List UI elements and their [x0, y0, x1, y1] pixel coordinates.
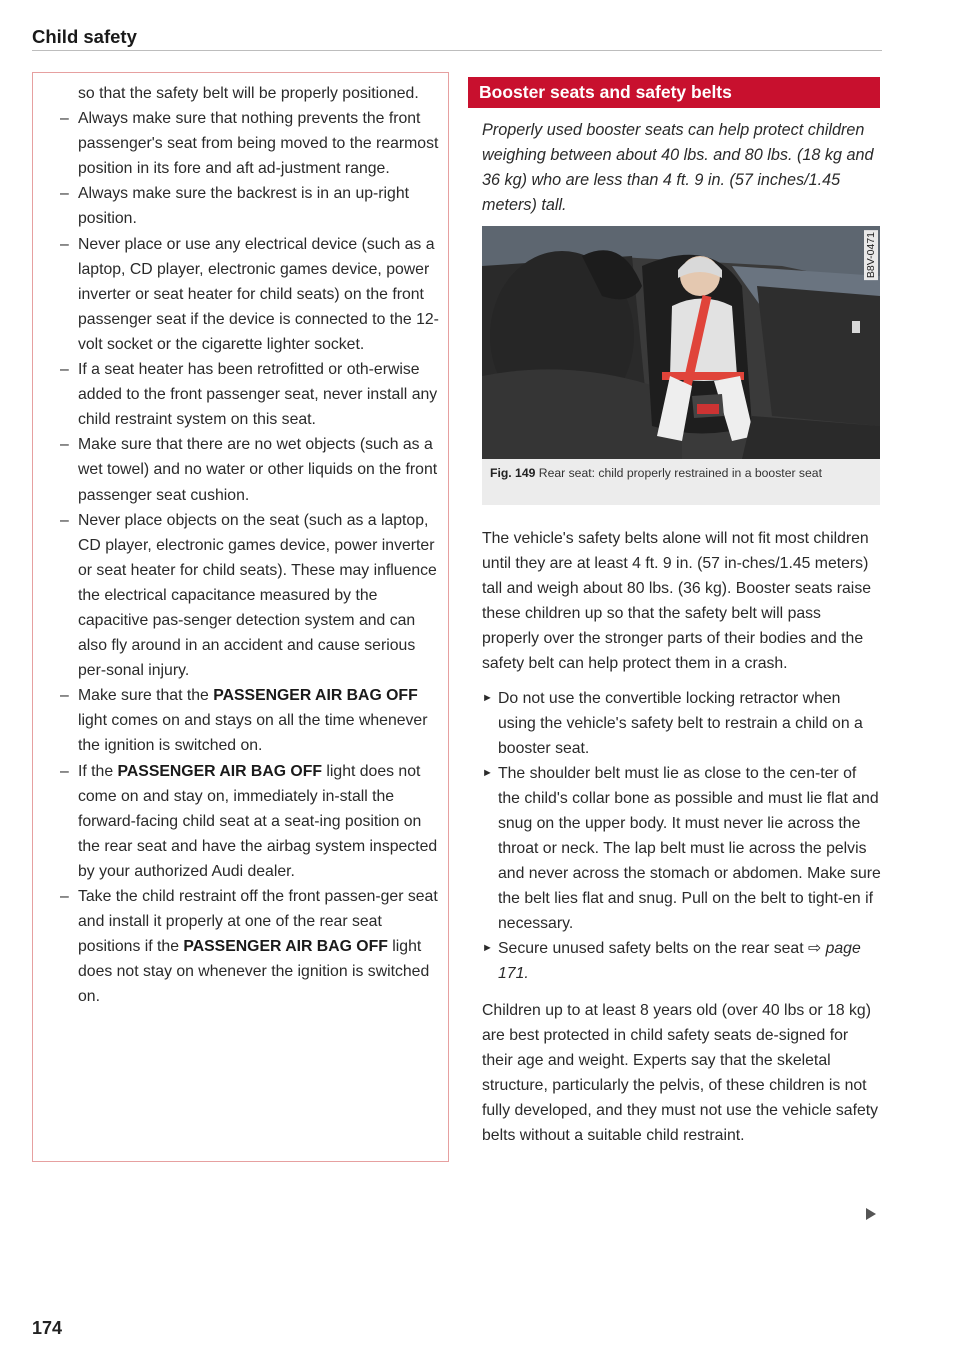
indicator-name: PASSENGER AIR BAG OFF — [183, 938, 388, 956]
warning-lead-text: so that the safety belt will be properly positioned. — [78, 85, 419, 102]
warning-item: – Always make sure that nothing prevents the front passenger's seat from being moved to the rearmost position in its fore and aft ad-justment range. — [60, 110, 439, 178]
indicator-name: PASSENGER AIR BAG OFF — [117, 762, 323, 780]
caption-text: Rear seat: child properly restrained in a booster seat — [538, 466, 822, 480]
header-divider — [32, 50, 882, 51]
section-heading: Booster seats and safety belts — [468, 77, 880, 108]
instruction-item: ► The shoulder belt must lie as close to the cen-ter of the child's collar bone as possible and must lie flat and snug on the upper body. It must never lie across the throat or neck. The lap belt must lie across the pelvis and never across the stomach or abdomen. Make sure the belt lies flat and snug. Pull on the belt to tight-en if necessary. — [482, 761, 882, 936]
car-seat-illustration — [482, 226, 880, 459]
warning-item: – Make sure that there are no wet objects (such as a wet towel) and no water or other liquids on the front passenger seat cushion. — [60, 436, 438, 504]
continue-arrow-icon — [866, 1208, 876, 1220]
warning-list — [56, 106, 442, 1009]
warning-item: – Take the child restraint off the front passen-ger seat and install it properly at one of the rear seat positions if the PASSENGER AIR BAG OFF light does not stay on whenever the ignition is switched on. — [60, 888, 438, 1006]
warning-item: – Make sure that the PASSENGER AIR BAG OFF light comes on and stays on all the time whenever the ignition is switched on. — [60, 687, 428, 755]
instruction-list — [482, 686, 882, 986]
warning-item: – If a seat heater has been retrofitted or oth-erwise added to the front passenger seat, never install any child restraint system on this seat. — [60, 361, 438, 429]
warning-item: – Always make sure the backrest is in an up-right position. — [60, 185, 410, 228]
warning-item: – Never place or use any electrical device (such as a laptop, CD player, electronic games device, power inverter or seat heater for child seats) on the front passenger seat if the device is connected to the 12-volt socket or the cigarette lighter socket. — [60, 235, 439, 353]
section-title: Child safety — [32, 26, 137, 47]
warning-item: – If the PASSENGER AIR BAG OFF light does not come on and stay on, immediately in-stall the forward-facing child seat at a seat-ing position on the rear seat and have the airbag system inspected by your authorized Audi dealer. — [60, 762, 438, 880]
indicator-name: PASSENGER AIR BAG OFF — [213, 687, 418, 705]
page-reference-link[interactable]: ⇨ page 171. — [498, 940, 861, 982]
triangle-bullet-icon: ► — [482, 692, 493, 704]
warning-item: – Never place objects on the seat (such as a laptop, CD player, electronic games device, power inverter or seat heater for child seats). These may influence the electrical capacitance measured by the capacitive pas-senger detection system and can also fly around in an accident and cause serious per-sonal injury. — [60, 511, 437, 680]
intro-text: Properly used booster seats can help protect children weighing between about 40 lbs. and 80 lbs. (18 kg and 36 kg) who are less than 4 ft. 9 in. (57 inches/1.45 meters) tall. — [482, 121, 874, 214]
figure-caption — [482, 459, 880, 505]
figure-image — [482, 226, 880, 459]
triangle-bullet-icon: ► — [482, 767, 493, 779]
page-number: 174 — [32, 1318, 63, 1338]
instruction-item: ► Secure unused safety belts on the rear seat ⇨ page 171. — [482, 936, 882, 986]
body-paragraph: The vehicle's safety belts alone will not fit most children until they are at least 4 ft. 9 in. (57 in-ches/1.45 meters) tall and weigh about 80 lbs. (36 kg). Booster seats raise these children up so that the safety belt will pass properly over the stronger parts of their bodies and the safety belt can help protect them in a crash. — [482, 530, 871, 672]
caption-label: Fig. 149 — [490, 466, 536, 480]
triangle-bullet-icon: ► — [482, 942, 493, 954]
left-column — [56, 81, 442, 1009]
figure-id-label: B8V-0471 — [865, 232, 877, 279]
instruction-item: ► Do not use the convertible locking retractor when using the vehicle's safety belt to restrain a child on a booster seat. — [482, 686, 882, 761]
right-column — [482, 526, 882, 1148]
body-paragraph: Children up to at least 8 years old (over 40 lbs or 18 kg) are best protected in child safety seats de-signed for their age and weight. Experts say that the skeletal structure, particularly the pelvis, of these children is not fully developed, and they must not use the vehicle safety belts without a suitable child restraint. — [482, 1002, 879, 1144]
